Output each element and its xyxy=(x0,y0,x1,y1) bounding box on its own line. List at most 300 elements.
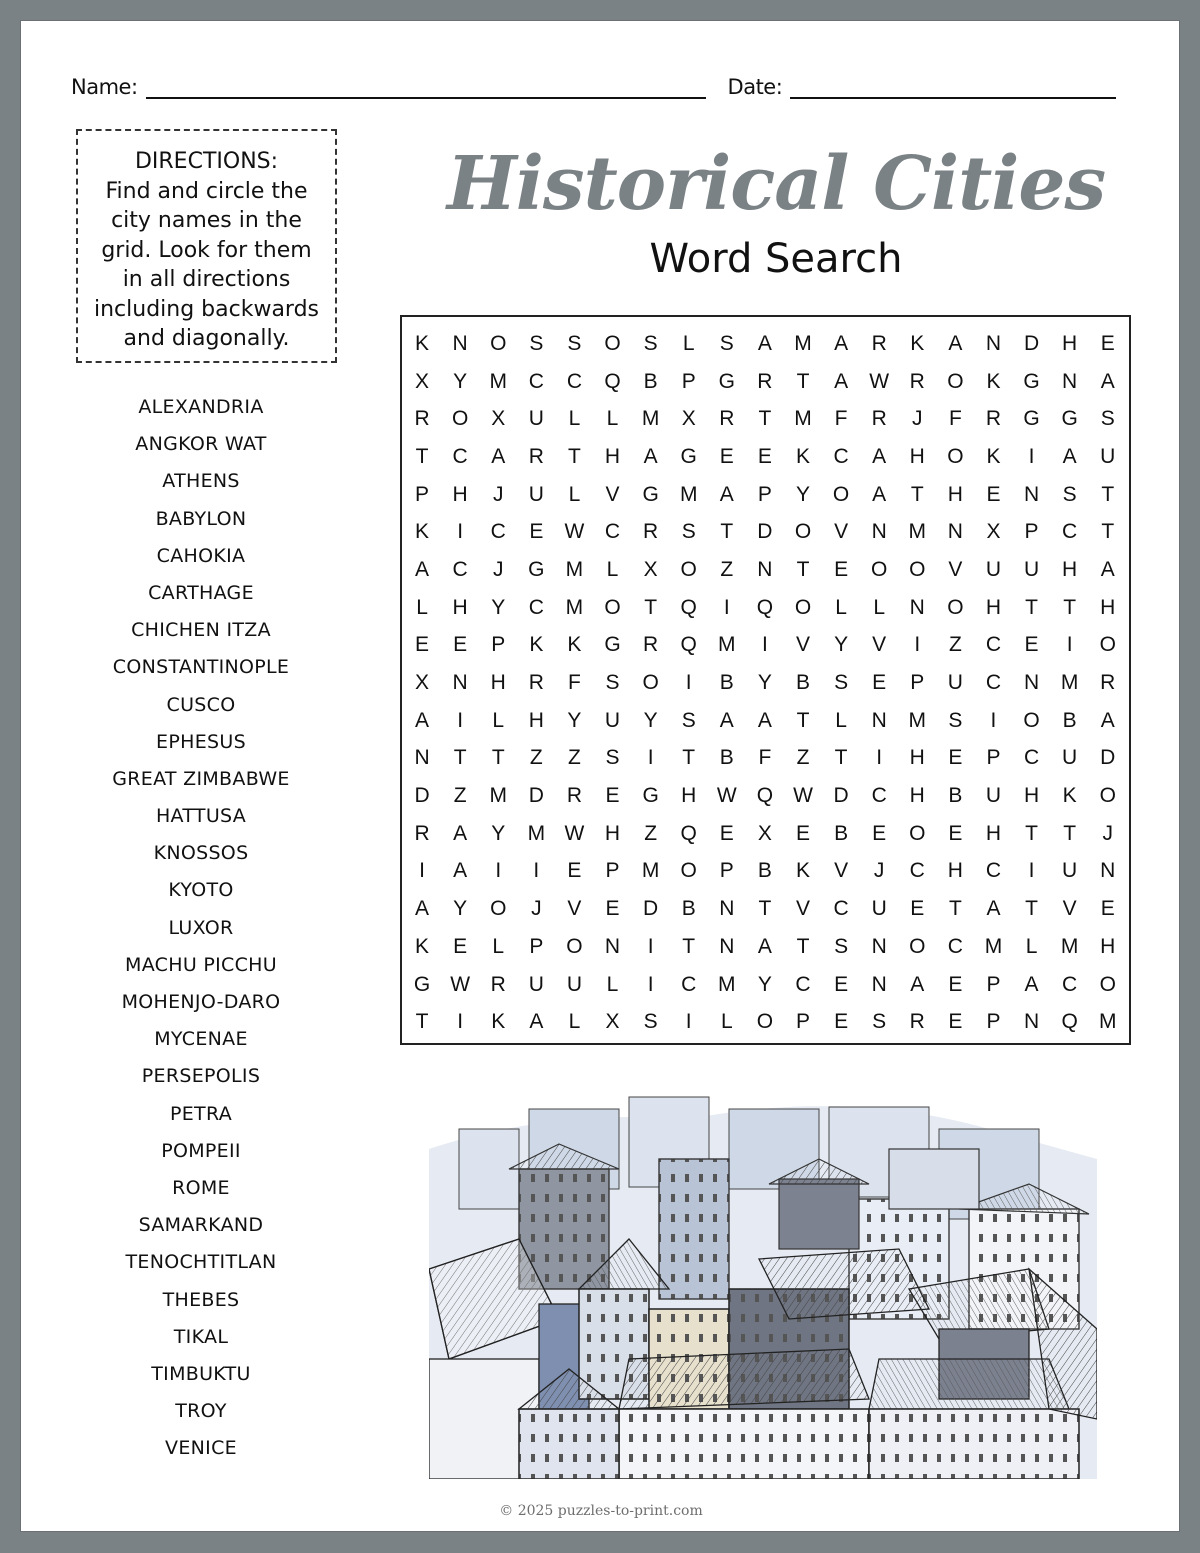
grid-cell[interactable]: B xyxy=(681,897,696,921)
grid-cell[interactable]: A xyxy=(1062,444,1077,468)
grid-cell[interactable]: M xyxy=(794,407,812,431)
grid-cell[interactable]: O xyxy=(871,557,888,581)
grid-cell[interactable]: G xyxy=(1061,407,1078,431)
grid-cell[interactable]: F xyxy=(568,671,581,695)
grid-cell[interactable]: S xyxy=(948,708,963,732)
grid-cell[interactable]: U xyxy=(1023,557,1040,581)
grid-cell[interactable]: E xyxy=(605,784,620,808)
grid-cell[interactable]: E xyxy=(529,520,544,544)
grid-cell[interactable]: I xyxy=(723,595,730,619)
grid-cell[interactable]: R xyxy=(871,331,887,355)
grid-cell[interactable]: E xyxy=(872,671,887,695)
grid-cell[interactable]: T xyxy=(796,557,810,581)
grid-cell[interactable]: I xyxy=(533,859,540,883)
grid-cell[interactable]: H xyxy=(681,784,697,808)
grid-cell[interactable]: A xyxy=(415,897,430,921)
grid-cell[interactable]: O xyxy=(566,934,583,958)
grid-cell[interactable]: A xyxy=(872,444,887,468)
grid-cell[interactable]: N xyxy=(452,671,468,695)
grid-cell[interactable]: N xyxy=(1023,671,1040,695)
grid-cell[interactable]: P xyxy=(910,671,925,695)
grid-cell[interactable]: N xyxy=(604,934,621,958)
grid-cell[interactable]: T xyxy=(1101,482,1115,506)
grid-cell[interactable]: K xyxy=(415,934,430,958)
grid-cell[interactable]: O xyxy=(794,595,812,619)
grid-cell[interactable]: B xyxy=(719,746,734,770)
grid-cell[interactable]: I xyxy=(914,633,921,657)
grid-cell[interactable]: M xyxy=(908,708,927,732)
grid-cell[interactable]: P xyxy=(719,859,734,883)
grid-cell[interactable]: I xyxy=(457,520,464,544)
grid-cell[interactable]: L xyxy=(835,708,847,732)
grid-cell[interactable]: L xyxy=(606,407,619,431)
grid-cell[interactable]: A xyxy=(834,369,849,393)
grid-cell[interactable]: Q xyxy=(680,595,697,619)
grid-cell[interactable]: I xyxy=(990,708,997,732)
grid-cell[interactable]: J xyxy=(1102,821,1113,845)
grid-cell[interactable]: M xyxy=(718,972,736,996)
grid-cell[interactable]: T xyxy=(568,444,581,468)
grid-cell[interactable]: A xyxy=(1100,369,1115,393)
grid-cell[interactable]: G xyxy=(1023,369,1040,393)
grid-cell[interactable]: P xyxy=(605,859,620,883)
grid-cell[interactable]: Y xyxy=(491,595,506,619)
grid-cell[interactable]: B xyxy=(757,859,772,883)
grid-cell[interactable]: V xyxy=(1062,897,1077,921)
grid-cell[interactable]: C xyxy=(1062,972,1078,996)
grid-cell[interactable]: W xyxy=(793,784,813,808)
grid-cell[interactable]: O xyxy=(680,859,697,883)
grid-cell[interactable]: K xyxy=(415,520,430,544)
grid-cell[interactable]: E xyxy=(948,746,963,770)
grid-cell[interactable]: O xyxy=(604,331,621,355)
grid-cell[interactable]: E xyxy=(948,821,963,845)
grid-cell[interactable]: T xyxy=(1025,595,1038,619)
grid-cell[interactable]: N xyxy=(909,595,925,619)
grid-cell[interactable]: D xyxy=(1100,746,1116,770)
grid-cell[interactable]: T xyxy=(948,897,962,921)
grid-cell[interactable]: E xyxy=(719,444,734,468)
grid-cell[interactable]: D xyxy=(1023,331,1040,355)
grid-cell[interactable]: R xyxy=(528,671,544,695)
grid-cell[interactable]: Y xyxy=(757,972,772,996)
grid-cell[interactable]: E xyxy=(910,897,925,921)
grid-cell[interactable]: M xyxy=(908,520,927,544)
grid-cell[interactable]: B xyxy=(795,671,810,695)
grid-cell[interactable]: T xyxy=(796,708,810,732)
grid-cell[interactable]: R xyxy=(414,821,430,845)
grid-cell[interactable]: Q xyxy=(756,784,774,808)
grid-cell[interactable]: T xyxy=(1025,821,1038,845)
grid-cell[interactable]: M xyxy=(1060,934,1079,958)
grid-cell[interactable]: X xyxy=(681,407,696,431)
grid-cell[interactable]: S xyxy=(1100,407,1115,431)
grid-cell[interactable]: A xyxy=(948,331,963,355)
grid-cell[interactable]: E xyxy=(948,1010,963,1034)
name-field[interactable] xyxy=(146,75,706,99)
grid-cell[interactable]: V xyxy=(872,633,887,657)
grid-cell[interactable]: A xyxy=(1100,708,1115,732)
grid-cell[interactable]: K xyxy=(529,633,544,657)
grid-cell[interactable]: T xyxy=(834,746,848,770)
grid-cell[interactable]: G xyxy=(642,482,659,506)
grid-cell[interactable]: D xyxy=(414,784,430,808)
grid-cell[interactable]: U xyxy=(1062,746,1078,770)
grid-cell[interactable]: C xyxy=(604,520,621,544)
grid-cell[interactable]: T xyxy=(720,520,734,544)
grid-cell[interactable]: Q xyxy=(756,595,774,619)
grid-cell[interactable]: T xyxy=(796,369,810,393)
grid-cell[interactable]: Z xyxy=(720,557,734,581)
grid-cell[interactable]: P xyxy=(491,633,506,657)
grid-cell[interactable]: C xyxy=(833,897,849,921)
grid-cell[interactable]: Y xyxy=(453,897,468,921)
grid-cell[interactable]: A xyxy=(643,444,658,468)
grid-cell[interactable]: N xyxy=(985,331,1002,355)
grid-cell[interactable]: K xyxy=(415,331,430,355)
grid-cell[interactable]: N xyxy=(719,934,735,958)
grid-cell[interactable]: E xyxy=(834,972,849,996)
grid-cell[interactable]: C xyxy=(452,557,468,581)
grid-cell[interactable]: I xyxy=(457,1010,464,1034)
grid-cell[interactable]: U xyxy=(528,407,544,431)
grid-cell[interactable]: U xyxy=(871,897,887,921)
grid-cell[interactable]: P xyxy=(986,746,1001,770)
grid-cell[interactable]: D xyxy=(528,784,544,808)
grid-cell[interactable]: T xyxy=(491,746,505,770)
grid-cell[interactable]: K xyxy=(567,633,582,657)
grid-cell[interactable]: T xyxy=(453,746,467,770)
grid-cell[interactable]: P xyxy=(757,482,772,506)
grid-cell[interactable]: O xyxy=(604,595,621,619)
grid-cell[interactable]: R xyxy=(909,1010,925,1034)
grid-cell[interactable]: R xyxy=(528,444,544,468)
grid-cell[interactable]: E xyxy=(986,482,1001,506)
grid-cell[interactable]: X xyxy=(643,557,658,581)
grid-cell[interactable]: M xyxy=(1060,671,1079,695)
grid-cell[interactable]: S xyxy=(643,331,658,355)
grid-cell[interactable]: P xyxy=(1024,520,1039,544)
grid-cell[interactable]: A xyxy=(834,331,849,355)
grid-cell[interactable]: L xyxy=(416,595,428,619)
grid-cell[interactable]: P xyxy=(986,972,1001,996)
grid-cell[interactable]: A xyxy=(453,859,468,883)
grid-cell[interactable]: L xyxy=(492,934,505,958)
grid-cell[interactable]: O xyxy=(947,369,964,393)
grid-cell[interactable]: O xyxy=(909,934,926,958)
grid-cell[interactable]: I xyxy=(1028,444,1035,468)
grid-cell[interactable]: B xyxy=(719,671,734,695)
grid-cell[interactable]: V xyxy=(834,859,849,883)
grid-cell[interactable]: Z xyxy=(453,784,467,808)
grid-cell[interactable]: H xyxy=(1100,595,1116,619)
grid-cell[interactable]: A xyxy=(872,482,887,506)
grid-cell[interactable]: V xyxy=(795,633,810,657)
grid-cell[interactable]: H xyxy=(1062,557,1078,581)
grid-cell[interactable]: Y xyxy=(491,821,506,845)
grid-cell[interactable]: R xyxy=(719,407,735,431)
grid-cell[interactable]: Q xyxy=(1061,1010,1078,1034)
grid-cell[interactable]: L xyxy=(1025,934,1038,958)
grid-cell[interactable]: J xyxy=(912,407,923,431)
grid-cell[interactable]: R xyxy=(757,369,773,393)
grid-cell[interactable]: Z xyxy=(568,746,581,770)
grid-cell[interactable]: T xyxy=(1063,821,1077,845)
grid-cell[interactable]: M xyxy=(1098,1010,1117,1034)
grid-cell[interactable]: C xyxy=(490,520,506,544)
grid-cell[interactable]: L xyxy=(835,595,847,619)
grid-cell[interactable]: E xyxy=(719,821,734,845)
grid-cell[interactable]: B xyxy=(948,784,963,808)
grid-cell[interactable]: G xyxy=(604,633,621,657)
grid-cell[interactable]: E xyxy=(1100,897,1115,921)
grid-cell[interactable]: I xyxy=(685,1010,692,1034)
grid-cell[interactable]: S xyxy=(529,331,544,355)
grid-cell[interactable]: U xyxy=(604,708,621,732)
grid-cell[interactable]: Q xyxy=(680,821,697,845)
grid-cell[interactable]: Q xyxy=(604,369,621,393)
grid-cell[interactable]: C xyxy=(947,934,963,958)
grid-cell[interactable]: H xyxy=(985,595,1002,619)
grid-cell[interactable]: E xyxy=(453,934,468,958)
grid-cell[interactable]: A xyxy=(757,708,772,732)
grid-cell[interactable]: M xyxy=(527,821,546,845)
grid-cell[interactable]: H xyxy=(604,821,621,845)
grid-cell[interactable]: S xyxy=(834,671,849,695)
grid-cell[interactable]: O xyxy=(680,557,697,581)
grid-cell[interactable]: T xyxy=(758,897,772,921)
grid-cell[interactable]: M xyxy=(489,369,507,393)
grid-cell[interactable]: W xyxy=(869,369,890,393)
grid-cell[interactable]: H xyxy=(1023,784,1040,808)
grid-cell[interactable]: E xyxy=(1024,633,1039,657)
grid-cell[interactable]: G xyxy=(528,557,545,581)
grid-cell[interactable]: K xyxy=(795,444,810,468)
grid-cell[interactable]: I xyxy=(647,972,654,996)
grid-cell[interactable]: I xyxy=(495,859,502,883)
grid-cell[interactable]: V xyxy=(834,520,849,544)
grid-cell[interactable]: O xyxy=(909,557,926,581)
grid-cell[interactable]: J xyxy=(492,482,504,506)
grid-cell[interactable]: A xyxy=(1024,972,1039,996)
grid-cell[interactable]: N xyxy=(871,708,887,732)
grid-cell[interactable]: N xyxy=(947,520,963,544)
grid-cell[interactable]: L xyxy=(492,708,505,732)
grid-cell[interactable]: L xyxy=(682,331,695,355)
grid-cell[interactable]: R xyxy=(871,407,887,431)
grid-cell[interactable]: L xyxy=(873,595,886,619)
grid-cell[interactable]: A xyxy=(415,708,430,732)
grid-cell[interactable]: R xyxy=(566,784,582,808)
grid-cell[interactable]: C xyxy=(1062,520,1078,544)
grid-cell[interactable]: A xyxy=(529,1010,544,1034)
grid-cell[interactable]: G xyxy=(642,784,659,808)
grid-cell[interactable]: A xyxy=(719,482,734,506)
grid-cell[interactable]: H xyxy=(909,746,925,770)
grid-cell[interactable]: E xyxy=(415,633,430,657)
grid-cell[interactable]: B xyxy=(834,821,849,845)
grid-cell[interactable]: L xyxy=(720,1010,733,1034)
grid-cell[interactable]: F xyxy=(758,746,772,770)
grid-cell[interactable]: N xyxy=(1100,859,1116,883)
grid-cell[interactable]: N xyxy=(1023,482,1040,506)
grid-cell[interactable]: I xyxy=(1028,859,1035,883)
grid-cell[interactable]: O xyxy=(832,482,850,506)
grid-cell[interactable]: K xyxy=(1062,784,1077,808)
grid-cell[interactable]: X xyxy=(415,369,430,393)
grid-cell[interactable]: O xyxy=(1099,972,1116,996)
grid-cell[interactable]: U xyxy=(566,972,582,996)
grid-cell[interactable]: V xyxy=(795,897,810,921)
grid-cell[interactable]: N xyxy=(871,520,887,544)
grid-cell[interactable]: X xyxy=(491,407,506,431)
grid-cell[interactable]: J xyxy=(492,557,504,581)
grid-cell[interactable]: F xyxy=(948,407,962,431)
grid-cell[interactable]: C xyxy=(681,972,697,996)
grid-cell[interactable]: A xyxy=(757,331,772,355)
grid-cell[interactable]: R xyxy=(643,520,659,544)
grid-cell[interactable]: E xyxy=(948,972,963,996)
grid-cell[interactable]: U xyxy=(528,482,544,506)
grid-cell[interactable]: O xyxy=(947,595,964,619)
grid-cell[interactable]: T xyxy=(415,444,429,468)
grid-cell[interactable]: U xyxy=(947,671,963,695)
grid-cell[interactable]: O xyxy=(451,407,469,431)
grid-cell[interactable]: E xyxy=(567,859,582,883)
date-field[interactable] xyxy=(790,75,1116,99)
grid-cell[interactable]: M xyxy=(794,331,812,355)
grid-cell[interactable]: H xyxy=(452,482,468,506)
grid-cell[interactable]: H xyxy=(528,708,544,732)
grid-cell[interactable]: U xyxy=(985,557,1002,581)
grid-cell[interactable]: H xyxy=(909,444,925,468)
grid-cell[interactable]: Z xyxy=(796,746,810,770)
grid-cell[interactable]: C xyxy=(528,595,544,619)
grid-cell[interactable]: O xyxy=(756,1010,774,1034)
grid-cell[interactable]: O xyxy=(642,671,659,695)
grid-cell[interactable]: A xyxy=(719,708,734,732)
grid-cell[interactable]: Y xyxy=(643,708,658,732)
grid-cell[interactable]: T xyxy=(682,746,696,770)
grid-cell[interactable]: A xyxy=(1100,557,1115,581)
grid-cell[interactable]: L xyxy=(606,972,619,996)
grid-cell[interactable]: K xyxy=(986,444,1001,468)
grid-cell[interactable]: L xyxy=(606,557,619,581)
grid-cell[interactable]: N xyxy=(719,897,735,921)
grid-cell[interactable]: Y xyxy=(453,369,468,393)
grid-cell[interactable]: E xyxy=(605,897,620,921)
grid-cell[interactable]: C xyxy=(871,784,887,808)
grid-cell[interactable]: L xyxy=(568,482,581,506)
grid-cell[interactable]: C xyxy=(909,859,925,883)
grid-cell[interactable]: G xyxy=(1023,407,1040,431)
grid-cell[interactable]: N xyxy=(1062,369,1078,393)
grid-cell[interactable]: C xyxy=(795,972,811,996)
grid-cell[interactable]: S xyxy=(1062,482,1077,506)
grid-cell[interactable]: Z xyxy=(644,821,658,845)
grid-cell[interactable]: H xyxy=(909,784,925,808)
grid-cell[interactable]: C xyxy=(833,444,849,468)
grid-cell[interactable]: V xyxy=(948,557,963,581)
grid-cell[interactable]: N xyxy=(452,331,468,355)
grid-cell[interactable]: C xyxy=(566,369,582,393)
grid-cell[interactable]: N xyxy=(871,972,887,996)
grid-cell[interactable]: L xyxy=(568,407,581,431)
grid-cell[interactable]: B xyxy=(643,369,658,393)
grid-cell[interactable]: K xyxy=(986,369,1001,393)
grid-cell[interactable]: I xyxy=(647,746,654,770)
grid-cell[interactable]: G xyxy=(413,972,431,996)
grid-cell[interactable]: T xyxy=(796,934,810,958)
grid-cell[interactable]: H xyxy=(985,821,1002,845)
grid-cell[interactable]: M xyxy=(565,557,584,581)
grid-cell[interactable]: O xyxy=(1099,633,1116,657)
grid-cell[interactable]: T xyxy=(644,595,658,619)
grid-cell[interactable]: O xyxy=(909,821,926,845)
grid-cell[interactable]: K xyxy=(795,859,810,883)
grid-cell[interactable]: P xyxy=(795,1010,810,1034)
grid-cell[interactable]: T xyxy=(682,934,696,958)
grid-cell[interactable]: O xyxy=(1099,784,1116,808)
grid-cell[interactable]: U xyxy=(1062,859,1078,883)
grid-cell[interactable]: H xyxy=(1062,331,1078,355)
grid-cell[interactable]: I xyxy=(457,708,464,732)
grid-cell[interactable]: Q xyxy=(680,633,697,657)
grid-cell[interactable]: V xyxy=(567,897,582,921)
grid-cell[interactable]: C xyxy=(1023,746,1040,770)
grid-cell[interactable]: X xyxy=(605,1010,620,1034)
grid-cell[interactable]: I xyxy=(1066,633,1073,657)
grid-cell[interactable]: I xyxy=(685,671,692,695)
grid-cell[interactable]: P xyxy=(529,934,544,958)
grid-cell[interactable]: F xyxy=(834,407,848,431)
grid-cell[interactable]: S xyxy=(605,746,620,770)
grid-cell[interactable]: D xyxy=(833,784,849,808)
grid-cell[interactable]: T xyxy=(758,407,772,431)
grid-cell[interactable]: P xyxy=(986,1010,1001,1034)
grid-cell[interactable]: H xyxy=(490,671,506,695)
grid-cell[interactable]: T xyxy=(1063,595,1077,619)
grid-cell[interactable]: S xyxy=(681,520,696,544)
grid-cell[interactable]: H xyxy=(947,482,963,506)
grid-cell[interactable]: Y xyxy=(834,633,849,657)
grid-cell[interactable]: E xyxy=(872,821,887,845)
grid-cell[interactable]: U xyxy=(1100,444,1116,468)
grid-cell[interactable]: Z xyxy=(529,746,543,770)
grid-cell[interactable]: E xyxy=(1100,331,1115,355)
grid-cell[interactable]: I xyxy=(419,859,425,883)
grid-cell[interactable]: A xyxy=(986,897,1001,921)
grid-cell[interactable]: C xyxy=(985,633,1002,657)
grid-cell[interactable]: S xyxy=(605,671,620,695)
grid-cell[interactable]: H xyxy=(1100,934,1116,958)
grid-cell[interactable]: S xyxy=(567,331,582,355)
grid-cell[interactable]: K xyxy=(910,331,925,355)
grid-cell[interactable]: N xyxy=(871,934,887,958)
grid-cell[interactable]: J xyxy=(873,859,885,883)
grid-cell[interactable]: M xyxy=(679,482,698,506)
grid-cell[interactable]: Z xyxy=(948,633,962,657)
grid-cell[interactable]: N xyxy=(414,746,430,770)
grid-cell[interactable]: A xyxy=(491,444,506,468)
grid-cell[interactable]: S xyxy=(643,1010,658,1034)
grid-cell[interactable]: P xyxy=(415,482,430,506)
grid-cell[interactable]: E xyxy=(757,444,772,468)
grid-cell[interactable]: R xyxy=(643,633,659,657)
grid-cell[interactable]: B xyxy=(1062,708,1077,732)
grid-cell[interactable]: S xyxy=(834,934,849,958)
grid-cell[interactable]: E xyxy=(453,633,468,657)
